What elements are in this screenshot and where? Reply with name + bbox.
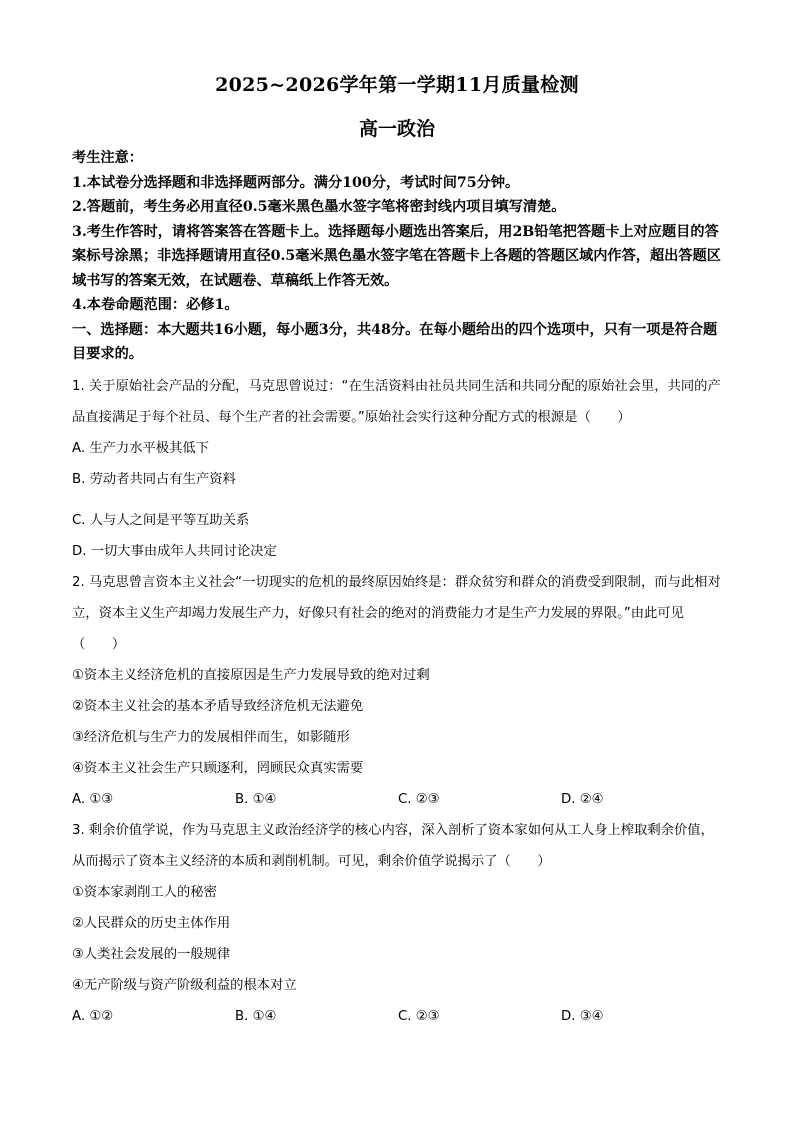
question-1-option-c: C. 人与人之间是平等互助关系 xyxy=(72,512,250,528)
question-3-statement-4: ④无产阶级与资产阶级利益的根本对立 xyxy=(72,977,297,993)
exam-title: 2025~2026学年第一学期11月质量检测 xyxy=(215,74,579,96)
question-1-option-b: B. 劳动者共同占有生产资料 xyxy=(72,471,236,487)
question-3-option-a: A. ①② xyxy=(72,1008,114,1024)
question-2-option-a: A. ①③ xyxy=(72,791,114,807)
notice-item-4: 4.本卷命题范围：必修1。 xyxy=(72,297,239,313)
question-1-stem: 1. 关于原始社会产品的分配，马克思曾说过：“在生活资料由社员共同生活和共同分配的原始社会里，共同的产品直接满足于每个社员、每个生产者的社会需要。”原始社会实行这种分配方式的根源是（ ） xyxy=(72,378,721,425)
section-one-heading: 一、选择题：本大题共16小题，每小题3分，共48分。在每小题给出的四个选项中，只有一项是符合题目要求的。 xyxy=(72,321,718,362)
question-3-statement-3: ③人类社会发展的一般规律 xyxy=(72,946,231,962)
notice-heading: 考生注意： xyxy=(72,150,143,166)
question-2-stem: 2. 马克思曾言资本主义社会“一切现实的危机的最终原因始终是：群众贫穷和群众的消费受到限制，而与此相对立，资本主义生产却竭力发展生产力，好像只有社会的绝对的消费能力才是生产力发展的界限。”由此可见（ ） xyxy=(72,574,721,652)
exam-subject: 高一政治 xyxy=(358,118,435,140)
question-3-option-d: D. ③④ xyxy=(561,1008,604,1024)
question-2-statement-2: ②资本主义社会的基本矛盾导致经济危机无法避免 xyxy=(72,698,364,714)
notice-item-3: 3.考生作答时，请将答案答在答题卡上。选择题每小题选出答案后，用2B铅笔把答题卡上对应题目的答案标号涂黑；非选择题请用直径0.5毫米黑色墨水签字笔在答题卡上各题的答题区域内作答，超出答题区域书写的答案无效，在试题卷、草稿纸上作答无效。 xyxy=(72,223,721,289)
question-2-option-d: D. ②④ xyxy=(561,791,604,807)
notice-item-1: 1.本试卷分选择题和非选择题两部分。满分100分，考试时间75分钟。 xyxy=(72,174,520,191)
question-3-statement-1: ①资本家剥削工人的秘密 xyxy=(72,884,217,900)
question-2-statement-3: ③经济危机与生产力的发展相伴而生，如影随形 xyxy=(72,729,350,745)
question-2-options xyxy=(72,784,724,815)
question-3-stem: 3. 剩余价值学说，作为马克思主义政治经济学的核心内容，深入剖析了资本家如何从工人身上榨取剩余价值，从而揭示了资本主义经济的本质和剥削机制。可见，剩余价值学说揭示了（ ） xyxy=(72,822,714,869)
question-3-options xyxy=(72,1001,724,1032)
exam-content xyxy=(72,146,724,1032)
question-1-option-d: D. 一切大事由成年人共同讨论决定 xyxy=(72,543,277,559)
question-3-option-c: C. ②③ xyxy=(398,1008,440,1024)
notice-item-2: 2.答题前，考生务必用直径0.5毫米黑色墨水签字笔将密封线内项目填写清楚。 xyxy=(72,199,566,215)
question-2-option-b: B. ①④ xyxy=(235,791,277,807)
question-3-option-b: B. ①④ xyxy=(235,1008,277,1024)
question-3-statement-2: ②人民群众的历史主体作用 xyxy=(72,915,231,931)
question-2-statement-4: ④资本主义社会生产只顾逐利，罔顾民众真实需要 xyxy=(72,760,364,776)
question-2-statement-1: ①资本主义经济危机的直接原因是生产力发展导致的绝对过剩 xyxy=(72,667,430,683)
question-1-option-a: A. 生产力水平极其低下 xyxy=(72,440,209,456)
question-2-option-c: C. ②③ xyxy=(398,791,440,807)
